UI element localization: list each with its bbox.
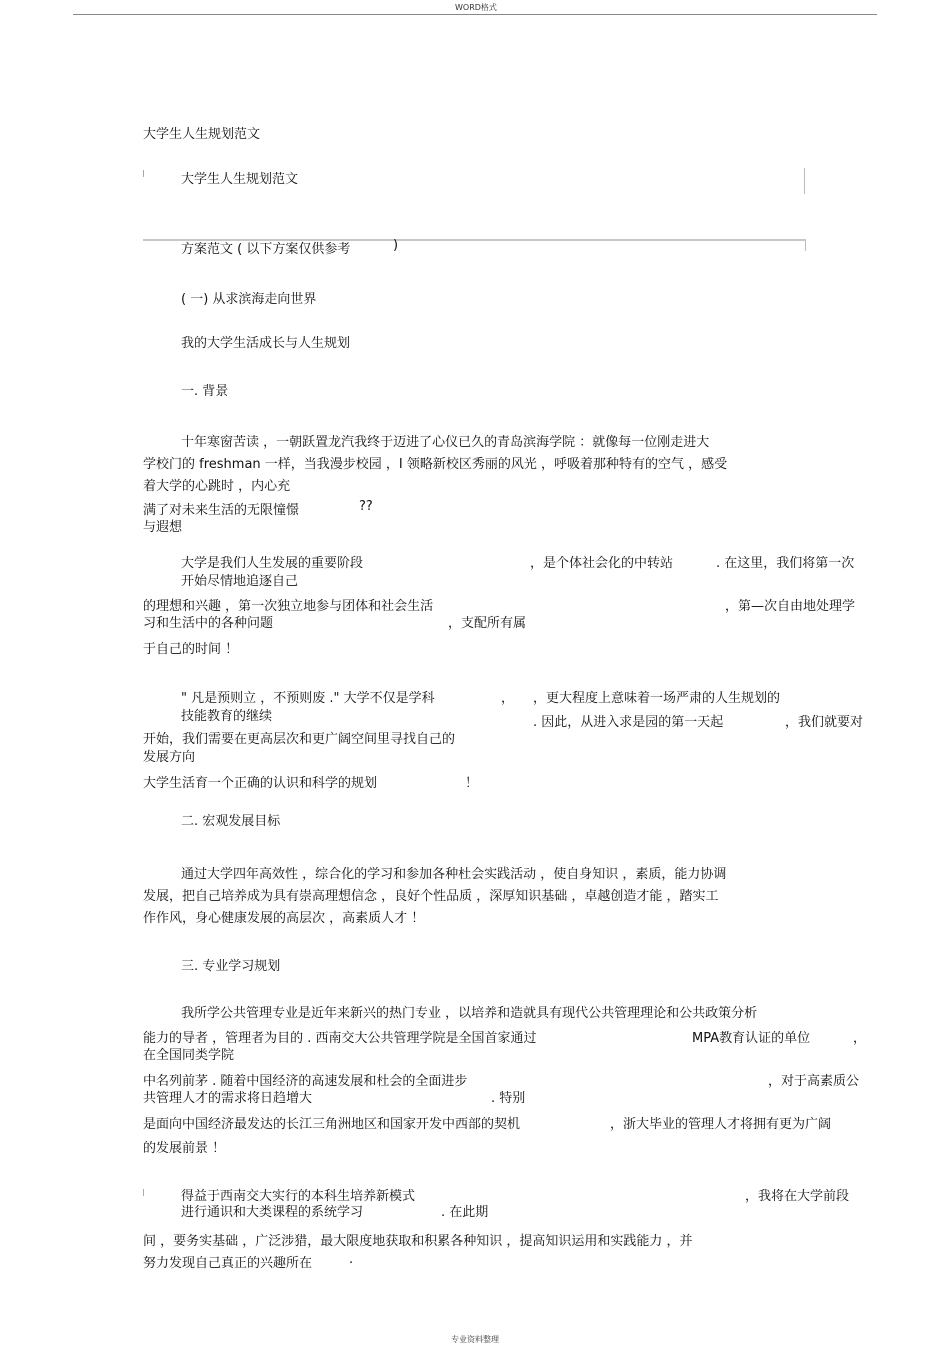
p2-line-1-c: . 在这里，我们将第一次 [716, 556, 855, 571]
p3-line-2-a: 技能教育的继续 [181, 709, 273, 724]
p2-line-3-b: ，第—次自由地处理学 [725, 599, 856, 614]
p6-line-4-a: 努力发现自己真正的兴趣所在 [143, 1256, 313, 1271]
heading-background: 一. 背景 [181, 384, 229, 399]
p2-line-5: 于自己的时间 ！ [143, 642, 239, 657]
p3-line-3: 开始，我们需要在更高层次和更广阔空间里寻找自己的 [143, 732, 456, 747]
p5-line-6-a: 是面向中国经济最发达的长江三角洲地区和国家开发中西部的契机 [143, 1117, 521, 1132]
p4-line-3: 作作风，身心健康发展的高层次 ，高素质人才 ！ [143, 911, 425, 926]
p3-line-1-b: ， [501, 691, 515, 706]
p5-line-5-a: 共管理人才的需求将日趋增大 [143, 1091, 313, 1106]
p1-line-3: 着大学的心跳时 ，内心充 [143, 479, 291, 494]
p3-line-1-c: ，更大程度上意味着一场严肃的人生规划的 [533, 691, 781, 706]
p5-line-4-a: 中名列前茅 . 随着中国经济的高速发展和杜会的全面进步 [143, 1074, 468, 1089]
p3-line-2-c: ，我们就要对 [785, 715, 864, 730]
p2-line-2: 开始尽情地追逐自己 [181, 574, 299, 589]
p5-line-7: 的发展前景 ！ [143, 1141, 226, 1156]
p3-line-2-b: . 因此，从进入求是园的第一天起 [533, 715, 724, 730]
p1-line-2: 学校门的 freshman 一样，当我漫步校园 ，I 领略新校区秀丽的风光 ，呼吸着那种特有的空气 ，感受 [143, 457, 728, 472]
p1-line-1: 十年寒窗苦读 ，一朝跃置龙汽我终于迈进了心仪已久的青岛滨海学院 ：就像每一位刚走进大 [181, 435, 710, 450]
p5-line-2-b: MPA教育认证的单位 [692, 1031, 811, 1046]
p5-line-5-b: . 特别 [491, 1091, 526, 1106]
p6-line-2-a: 进行通识和大类课程的系统学习 [181, 1205, 364, 1220]
p2-line-1-b: ，是个体社会化的中转站 [530, 556, 674, 571]
p2-line-1-a: 大学是我们人生发展的重要阶段 [181, 556, 364, 571]
p2-line-4-b: ，支配所有属 [448, 616, 527, 631]
p6-line-4-b: . [349, 1252, 354, 1267]
p1-line-5: 与遐想 [143, 520, 183, 535]
p2-line-4-a: 习和生活中的各种问题 [143, 616, 274, 631]
p3-line-5-b: ！ [465, 776, 479, 791]
plan-note: 方案范文 ( 以下方案仅供参考 [181, 242, 351, 257]
p4-line-1: 通过大学四年高效性 ，综合化的学习和参加各种杜会实践活动 ，使自身知识 ，素质，能力协调 [181, 867, 727, 882]
p5-line-3: 在全国同类学院 [143, 1048, 235, 1063]
p3-line-1-a: " 凡是预则立 ，不预则废 ." 大学不仅是学科 [181, 691, 435, 706]
p5-line-1: 我所学公共管理专业是近年来新兴的热门专业 ，以培养和造就具有现代公共管理理论和公共政策分析 [181, 1006, 758, 1021]
p1-line-4-b: ?? [359, 499, 373, 514]
p6-line-1-b: ，我将在大学前段 [745, 1189, 850, 1204]
plan-note-close: ) [393, 238, 399, 253]
p2-line-3-a: 的理想和兴趣 ，第一次独立地参与团体和社会生活 [143, 599, 434, 614]
p3-line-5-a: 大学生活育一个正确的认识和科学的规划 [143, 776, 378, 791]
header-rule [73, 14, 877, 15]
page-header: WORD格式 [455, 3, 497, 12]
p6-line-2-b: . 在此期 [441, 1205, 489, 1220]
page-footer: 专业资料整理 [451, 1335, 499, 1344]
box-left-mark [143, 170, 144, 177]
p5-line-2-a: 能力的导者 ，管理者为目的 . 西南交大公共管理学院是全国首家通过 [143, 1031, 537, 1046]
subtitle: 我的大学生活成长与人生规划 [181, 336, 351, 351]
p3-line-4: 发展方向 [143, 750, 196, 765]
p4-line-2: 发展，把自己培养成为具有崇高理想信念 ，良好个性品质 ，深厚知识基础 ，卓越创造才能 ，踏实工 [143, 889, 719, 904]
box-title: 大学生人生规划范文 [181, 172, 299, 187]
p5-line-2-c: ， [853, 1031, 867, 1046]
heading-study-plan: 三. 专业学习规划 [181, 959, 281, 974]
section-one: ( 一) 从求滨海走向世界 [181, 292, 317, 307]
box-right-line [804, 168, 805, 194]
document-title: 大学生人生规划范文 [143, 127, 261, 142]
heading-macro-goal: 二. 宏观发展目标 [181, 814, 281, 829]
p6-left-mark [143, 1189, 144, 1196]
p6-line-1-a: 得益于西南交大实行的本科生培养新模式 [181, 1189, 416, 1204]
box-right-line-lower [805, 241, 806, 251]
p5-line-6-b: ，浙大毕业的管理人才将拥有更为广阔 [610, 1117, 832, 1132]
p6-line-3: 间 ，要务实基础 ，广泛涉猎，最大限度地获取和积累各种知识 ，提高知识运用和实践能力 ，并 [143, 1234, 693, 1249]
p1-line-4: 满了对未来生活的无限憧憬 [143, 503, 300, 518]
p5-line-4-b: ，对于高素质公 [768, 1074, 860, 1089]
